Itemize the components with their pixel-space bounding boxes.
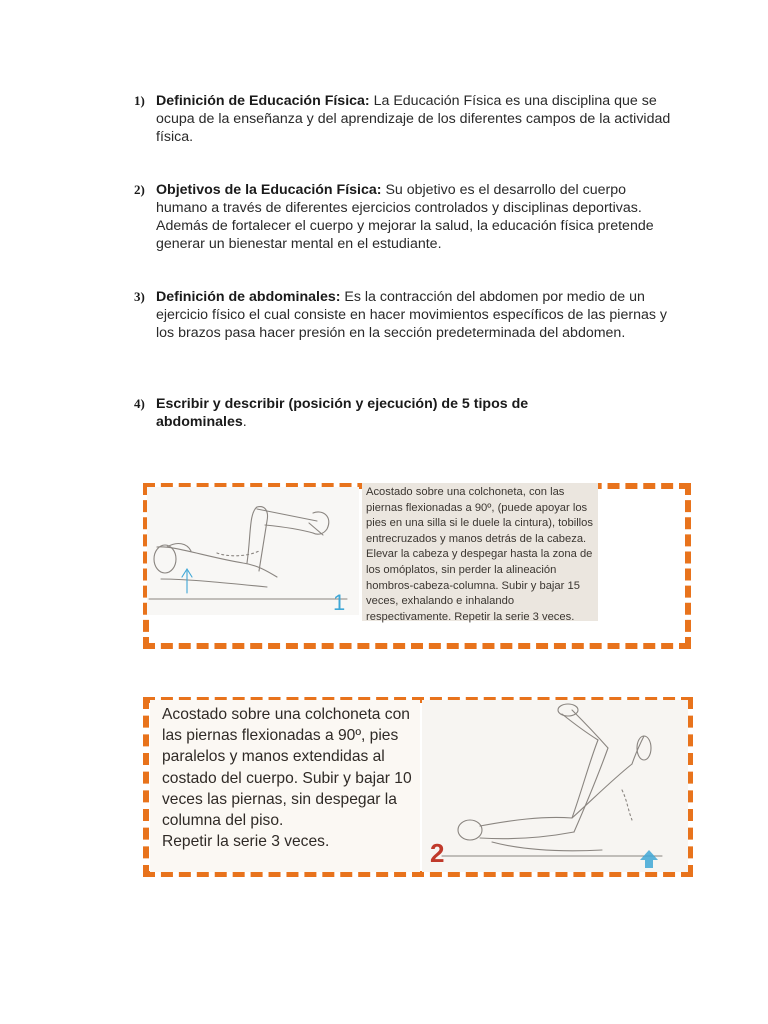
item-1 — [134, 92, 674, 146]
exercise-2-text — [150, 700, 420, 872]
item-text: Su objetivo es el desarrollo del cuerpo humano a través de diferentes ejercicios controlados y disciplinas deportivas. Además de fortalecer el cuerpo y mejorar la salud, la educación física pretende generar un bienestar mental en el estudiante. — [156, 182, 654, 252]
item-text: La Educación Física es una disciplina que se ocupa de la enseñanza y del aprendizaje de los diferentes campos de la actividad física. — [156, 93, 671, 145]
item-number: 1) — [134, 93, 145, 108]
item-number: 2) — [134, 182, 145, 197]
item-2 — [134, 181, 674, 253]
exercise-number-1: 1 — [333, 590, 346, 615]
exercise-1-illustration — [147, 487, 359, 615]
item-heading: Definición de abdominales: — [156, 289, 341, 305]
exercise-2-description: Acostado sobre una colchoneta con las piernas flexionadas a 90º, pies paralelos y manos extendidas al costado del cuerpo. Subir y bajar 10 veces las piernas, sin despegar la columna del piso. — [162, 706, 412, 830]
exercise-2-illustration — [422, 700, 688, 872]
item-3 — [134, 288, 674, 342]
item-heading: Objetivos de la Educación Física: — [156, 182, 382, 198]
exercise-2-repeat: Repetir la serie 3 veces. — [162, 833, 330, 851]
exercise-1-description: Acostado sobre una colchoneta, con las piernas flexionadas a 90º, (puede apoyar los pies en una silla si le duele la cintura), tobillos entrecruzados y manos detrás de la cabeza. Elevar la cabeza y despegar hasta la zona de los omóplatos, sin perder la alineación hombros-cabeza-columna. Subir y bajar 15 veces, exhalando e inhalando respectivamente. Repetir la serie 3 veces. — [362, 483, 598, 621]
item-heading: Escribir y describir (posición y ejecución) de 5 tipos de abdominales — [156, 396, 529, 430]
item-text: Es la contracción del abdomen por medio de un ejercicio físico el cual consiste en hacer movimientos específicos de las piernas y los brazos pasa hacer presión en la sección predeterminada del abdomen. — [156, 289, 667, 341]
up-arrow-icon — [638, 848, 660, 870]
item-number: 4) — [134, 396, 145, 411]
exercise-number-2: 2 — [430, 838, 445, 868]
crunch-figure-icon — [147, 487, 359, 615]
item-4 — [134, 395, 564, 431]
leg-raise-figure-icon — [422, 700, 688, 872]
item-text: . — [242, 414, 247, 430]
item-heading: Definición de Educación Física: — [156, 93, 370, 109]
item-number: 3) — [134, 289, 145, 304]
